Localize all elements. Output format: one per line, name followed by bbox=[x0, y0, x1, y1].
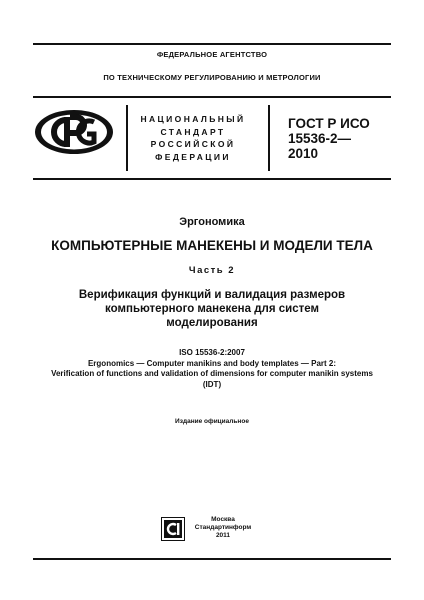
subtitle-line-2: компьютерного манекена для систем bbox=[105, 303, 319, 315]
national-standard-label bbox=[132, 113, 254, 163]
agency-line-1: ФЕДЕРАЛЬНОЕ АГЕНТСТВО bbox=[156, 50, 268, 59]
publisher-name: Стандартинформ bbox=[194, 524, 252, 531]
gost-line-2: 15536-2— bbox=[288, 131, 352, 146]
subtitle-line-3: моделирования bbox=[166, 317, 258, 329]
gost-line-3: 2010 bbox=[288, 146, 319, 161]
mid-rule bbox=[33, 178, 391, 180]
topic-heading: Эргономика bbox=[179, 216, 245, 228]
top-rule bbox=[33, 43, 391, 45]
publisher-year: 2011 bbox=[215, 532, 231, 539]
iso-ref: ISO 15536-2:2007 bbox=[179, 348, 245, 357]
standartinform-logo-icon bbox=[161, 517, 185, 541]
gost-designation bbox=[288, 116, 388, 161]
subtitle-line-1: Верификация функций и валидация размеров bbox=[78, 289, 346, 301]
iso-en-line-3: (IDT) bbox=[202, 379, 222, 389]
iso-en-line-2: Verification of functions and validation of dimensions for computer manikin systems bbox=[51, 369, 373, 378]
national-line-3: РОССИЙСКОЙ bbox=[150, 139, 236, 149]
national-line-2: СТАНДАРТ bbox=[160, 126, 226, 137]
edition-label: Издание официальное bbox=[175, 418, 249, 425]
national-line-4: ФЕДЕРАЦИИ bbox=[155, 151, 231, 162]
vertical-separator-2 bbox=[268, 105, 270, 171]
gost-line-1: ГОСТ Р ИСО bbox=[288, 116, 370, 131]
header-rule bbox=[33, 96, 391, 98]
vertical-separator bbox=[126, 105, 128, 171]
part-label: Часть 2 bbox=[188, 265, 236, 276]
main-title: КОМПЬЮТЕРНЫЕ МАНЕКЕНЫ И МОДЕЛИ ТЕЛА bbox=[51, 238, 373, 253]
subtitle bbox=[0, 288, 424, 330]
iso-reference-block bbox=[0, 348, 424, 390]
bottom-rule bbox=[33, 558, 391, 560]
iso-en-line-1: Ergonomics — Computer manikins and body templates — Part 2: bbox=[87, 358, 337, 368]
rst-emblem-icon bbox=[33, 108, 115, 156]
publisher-city: Москва bbox=[211, 516, 235, 523]
agency-line-2: ПО ТЕХНИЧЕСКОМУ РЕГУЛИРОВАНИЮ И МЕТРОЛОГИИ bbox=[103, 73, 321, 82]
publisher-info bbox=[186, 516, 260, 540]
national-line-1: НАЦИОНАЛЬНЫЙ bbox=[140, 114, 246, 124]
